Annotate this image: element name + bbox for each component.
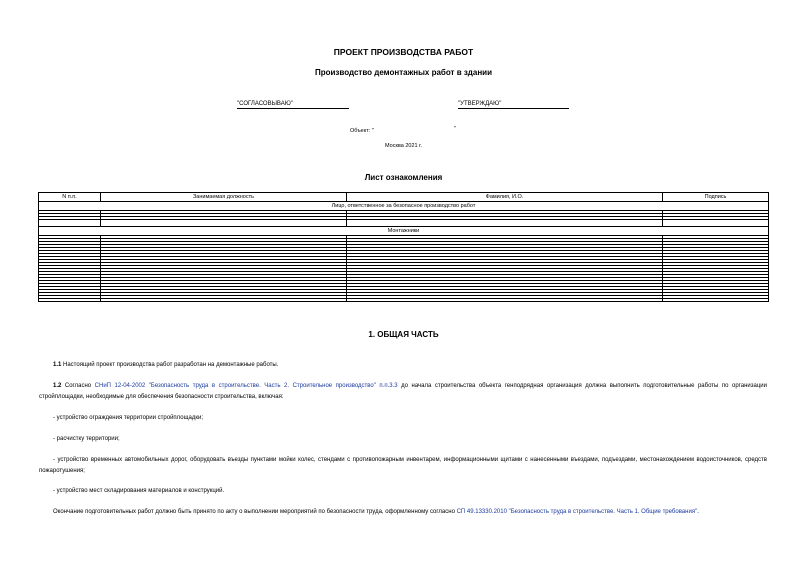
column-header: Занимаемая должность [101, 193, 347, 202]
paragraph-1-2: 1.2 Согласно СНиП 12-04-2002 "Безопасность труда в строительстве. Часть 2. Строительное производство" п.п.3.3 до начала строительства объекта генподрядная организация должна выполнить подготовительные работы по организации стройплощадки, необходимые для обеспечения безопасности строительства, включая: [39, 383, 767, 400]
column-header: Фамилия, И.О. [347, 193, 663, 202]
approve-label: "УТВЕРЖДАЮ" [458, 101, 502, 107]
bullet-clearing: - расчистку территории; [53, 436, 120, 442]
bullet-fencing: - устройство ограждения территории стройплощадки; [53, 415, 203, 421]
table-row [39, 220, 769, 227]
sp-link[interactable]: СП 49.13330.2010 "Безопасность труда в строительстве. Часть 1. Общие требования" [456, 509, 698, 515]
snip-link[interactable]: СНиП 12-04-2002 "Безопасность труда в строительстве. Часть 2. Строительное производство" п.п.3.3 [94, 383, 398, 389]
paragraph-number: 1.1 [53, 362, 62, 368]
sheet-title: Лист ознакомления [364, 173, 443, 182]
column-header: Подпись [663, 193, 769, 202]
object-close-quote: " [454, 126, 456, 132]
column-header: N п.п. [39, 193, 101, 202]
table-header-row [39, 193, 769, 202]
object-label: Объект: " [350, 128, 374, 134]
approve-signature-line [458, 101, 569, 109]
paragraph-1-1: 1.1 Настоящий проект производства работ разработан на демонтажные работы. [53, 362, 279, 368]
group-row-responsible [39, 202, 769, 211]
bullet-roads: - устройство временных автомобильных дорог, оборудовать въезды пунктами мойки колес, стендами с противопожарным инвентарем, информационными щитами с нанесенными въездами, подъездами, местонахождением водоисточников, средств пожаротушения; [39, 457, 767, 474]
agree-label: "СОГЛАСОВЫВАЮ" [237, 101, 293, 107]
paragraph-completion: Окончание подготовительных работ должно быть принято по акту о выполнении мероприятий по безопасности труда, оформленному согласно СП 49.13330.2010 "Безопасность труда в строительстве. Часть 1. Общие требования". [53, 509, 699, 515]
table-row [39, 299, 769, 302]
document-title: ПРОЕКТ ПРОИЗВОДСТВА РАБОТ [333, 47, 474, 57]
bullet-storage: - устройство мест складирования материалов и конструкций. [53, 488, 225, 494]
group-label: Лицо, ответственное за безопасное производство работ [39, 202, 769, 211]
acquaintance-table [38, 192, 769, 302]
city-year: Москва 2021 г. [385, 143, 422, 149]
group-row-installers [39, 227, 769, 236]
section-title: 1. ОБЩАЯ ЧАСТЬ [368, 330, 439, 339]
agree-signature-line [237, 101, 349, 109]
group-label: Монтажники [39, 227, 769, 236]
document-subtitle: Производство демонтажных работ в здании [314, 68, 493, 77]
paragraph-number: 1.2 [53, 383, 62, 389]
